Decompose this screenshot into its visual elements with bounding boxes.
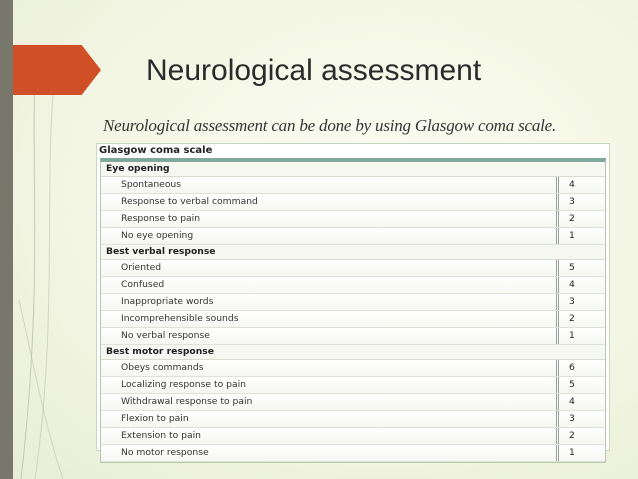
slide-subtitle: Neurological assessment can be done by using Glasgow coma scale. bbox=[103, 116, 557, 135]
table-row bbox=[101, 194, 605, 211]
slide-title: Neurological assessment bbox=[146, 54, 482, 87]
table-row bbox=[101, 328, 605, 345]
table-row bbox=[101, 260, 605, 277]
row-label: Flexion to pain bbox=[101, 411, 559, 427]
left-side-bar bbox=[0, 0, 13, 479]
table-row bbox=[101, 360, 605, 377]
row-label: Confused bbox=[101, 277, 559, 293]
row-label: Obeys commands bbox=[101, 360, 559, 376]
row-score: 1 bbox=[569, 230, 575, 241]
table-row bbox=[101, 394, 605, 411]
row-score: 5 bbox=[569, 262, 575, 273]
row-label: Extension to pain bbox=[101, 428, 559, 444]
row-score: 1 bbox=[569, 330, 575, 341]
row-label: No motor response bbox=[101, 445, 559, 461]
row-label: Inappropriate words bbox=[101, 294, 559, 310]
table-row bbox=[101, 228, 605, 245]
table-row bbox=[101, 211, 605, 228]
row-score: 3 bbox=[569, 196, 575, 207]
row-label: Incomprehensible sounds bbox=[101, 311, 559, 327]
table-row bbox=[101, 411, 605, 428]
table-row bbox=[101, 428, 605, 445]
row-score: 3 bbox=[569, 413, 575, 424]
row-score: 3 bbox=[569, 296, 575, 307]
row-score: 2 bbox=[569, 213, 575, 224]
row-score: 2 bbox=[569, 313, 575, 324]
row-score: 1 bbox=[569, 447, 575, 458]
row-label: Response to pain bbox=[101, 211, 559, 227]
table-row bbox=[101, 294, 605, 311]
row-score: 4 bbox=[569, 396, 575, 407]
title-arrow-banner bbox=[13, 45, 101, 95]
table-row bbox=[101, 277, 605, 294]
row-label: Spontaneous bbox=[101, 177, 559, 193]
row-label: Oriented bbox=[101, 260, 559, 276]
table-row bbox=[101, 177, 605, 194]
section-heading-eye-opening: Eye opening bbox=[101, 162, 605, 177]
table-row bbox=[101, 311, 605, 328]
table-body bbox=[100, 158, 606, 463]
table-row bbox=[101, 377, 605, 394]
row-score: 5 bbox=[569, 379, 575, 390]
row-score: 2 bbox=[569, 430, 575, 441]
row-label: Withdrawal response to pain bbox=[101, 394, 559, 410]
section-heading-verbal-response: Best verbal response bbox=[101, 245, 605, 260]
section-heading-motor-response: Best motor response bbox=[101, 345, 605, 360]
row-label: No eye opening bbox=[101, 228, 559, 244]
table-row bbox=[101, 445, 605, 462]
row-score: 4 bbox=[569, 279, 575, 290]
glasgow-coma-scale-table bbox=[96, 143, 610, 458]
row-score: 4 bbox=[569, 179, 575, 190]
row-label: Localizing response to pain bbox=[101, 377, 559, 393]
row-label: No verbal response bbox=[101, 328, 559, 344]
table-title: Glasgow coma scale bbox=[97, 144, 609, 158]
row-label: Response to verbal command bbox=[101, 194, 559, 210]
row-score: 6 bbox=[569, 362, 575, 373]
